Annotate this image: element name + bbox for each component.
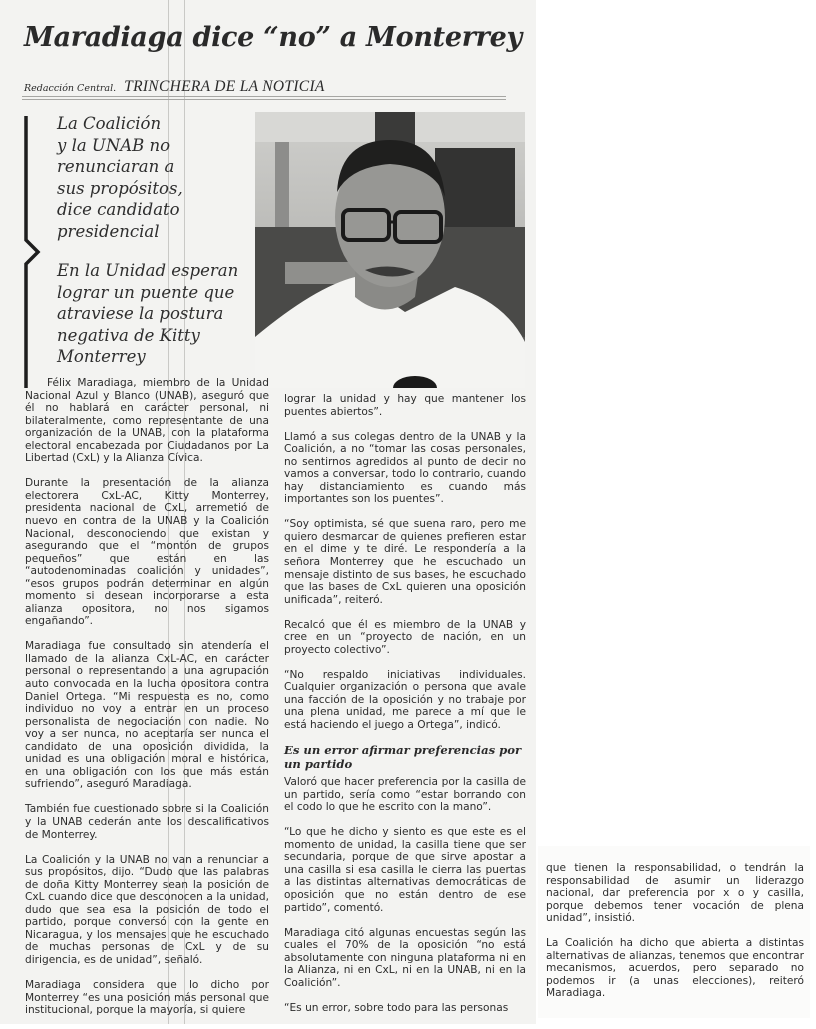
subhead-line: atraviese la postura: [57, 304, 224, 323]
paragraph: Recalcó que él es miembro de la UNAB y cree en un “proyecto de nación, en un proyecto colectivo”.: [284, 618, 526, 656]
header-rule: [22, 99, 506, 100]
paragraph: La Coalición ha dicho que abierta a distintas alternativas de alianzas, tenemos que encontrar mecanismos, acuerdos, pero separado no podemos ir (a unas elecciones), reiteró Maradiaga.: [546, 937, 804, 1000]
subhead-line: sus propósitos,: [57, 178, 183, 198]
subhead-line: En la Unidad esperan: [57, 261, 239, 280]
subhead-1: [57, 113, 183, 242]
paragraph: Valoró que hacer preferencia por la casilla de un partido, sería como “estar borrando con el codo lo que he escrito con la mano”.: [284, 776, 526, 814]
article-column-2: [284, 393, 526, 1027]
section-heading: Es un error afirmar preferencias por un partido: [284, 743, 522, 771]
paragraph: Durante la presentación de la alianza electorera CxL-AC, Kitty Monterrey, presidenta nacional de CxL, arremetió de nuevo en contra de la UNAB y la Coalición Nacional, desconociendo que existan y asegurando que el “montón de grupos pequeños” que están en las “autodenominadas coalición y unidades”, “esos grupos podrán determinar en algún momento si desean incorporarse a esta alianza opositora, no nos sigamos engañando”.: [25, 477, 269, 628]
paragraph: Maradiaga considera que lo dicho por Monterrey “es una posición más personal que institucional, porque la mayoría, si quiere: [25, 979, 269, 1017]
article-column-1: [25, 377, 269, 1029]
bracket-icon: [20, 114, 50, 390]
paragraph: Félix Maradiaga, miembro de la Unidad Nacional Azul y Blanco (UNAB), aseguró que él no hablará en carácter personal, ni bilateralmente, como representante de una organización de la UNAB, con la plataforma electoral encabezada por Ciudadanos por La Libertad (CxL) y la Alianza Cívica.: [25, 377, 269, 465]
article-column-3: [546, 862, 804, 1012]
paragraph: Maradiaga citó algunas encuestas según las cuales el 70% de la oposición “no está absolutamente con ninguna plataforma ni en la Alianza, ni en CxL, ni en la UNAB, ni en la Coalición”.: [284, 926, 526, 989]
article-title: Maradiaga dice “no” a Monterrey: [24, 22, 522, 53]
paragraph: “Es un error, sobre todo para las personas: [284, 1001, 509, 1014]
subhead-line: Monterrey: [57, 347, 146, 366]
paragraph: lograr la unidad y hay que mantener los puentes abiertos”.: [284, 393, 526, 418]
byline: [24, 78, 325, 96]
paragraph: Llamó a sus colegas dentro de la UNAB y la Coalición, a no “tomar las cosas personales, no sentirnos agredidos al punto de decir no vamos a conversar, todo lo contrario, cuando hay distanciamiento es cuando más importantes son los puentes”.: [284, 430, 526, 506]
paragraph: Maradiaga fue consultado sin atendería el llamado de la alianza CxL-AC, en carácter personal o representando a una agrupación auto convocada en la lucha opositora contra Daniel Ortega. “Mi respuesta es no, como individuo no voy a entrar en un proceso personalista de negociación con nadie. No voy a ser nunca, no aceptaría ser nunca el candidato de una oposición dividida, la unidad es una obligación moral e histórica, en una obligación con los que más están sufriendo”, aseguró Maradiaga.: [25, 640, 269, 791]
paragraph: La Coalición y la UNAB no van a renunciar a sus propósitos, dijo. “Dudo que las palabras de doña Kitty Monterrey sean la posición de CxL cuando dice que desconocen a la unidad, dudo que sea esa la posición de todo el partido, porque conversó con la gente en Nicaragua, y los mensajes que he escuchado de muchas personas de CxL y de su dirigencia, es de unidad”, señaló.: [25, 853, 269, 966]
portrait-photo-icon: [255, 112, 525, 388]
header-rule: [22, 96, 506, 97]
paragraph: “Soy optimista, sé que suena raro, pero me quiero desmarcar de quienes prefieren estar en el dime y te diré. Le respondería a la señora Monterrey que he escuchado un mensaje distinto de sus bases, he escuchado que las bases de CxL quieren una oposición unificada”, reiteró.: [284, 518, 526, 606]
subhead-2: [57, 260, 238, 368]
paragraph: que tienen la responsabilidad, o tendrán la responsabilidad de asumir un liderazgo nacional, dar preferencia por x o y casilla, porque debemos tener vocación de plena unidad”, insistió.: [546, 862, 804, 925]
paragraph: “Lo que he dicho y siento es que este es el momento de unidad, la casilla tiene que ser secundaria, porque de que sirve apostar a una casilla si esa casilla le cierra las puertas a las distintas alternativas democráticas de oposición que no están dentro de ese partido”, comentó.: [284, 826, 526, 914]
byline-source: Redacción Central.: [24, 83, 117, 94]
subhead-line: y la UNAB no: [57, 135, 171, 155]
byline-section: TRINCHERA DE LA NOTICIA: [124, 78, 325, 95]
subhead-line: negativa de Kitty: [57, 325, 200, 345]
paragraph: “No respaldo iniciativas individuales. Cualquier organización o persona que avale una facción de la oposición y no trabaje por una plena unidad, me parece a mí que le está haciendo el juego a Ortega”, indicó.: [284, 668, 526, 732]
subhead-line: lograr un puente que: [57, 282, 235, 302]
subhead-line: La Coalición: [57, 114, 162, 133]
subhead-line: dice candidato: [57, 200, 180, 219]
paragraph: También fue cuestionado sobre si la Coalición y la UNAB cederán ante los descalificativos de Monterrey.: [25, 803, 269, 841]
subhead-line: presidencial: [57, 221, 160, 241]
subhead-line: renunciaran a: [57, 157, 175, 176]
